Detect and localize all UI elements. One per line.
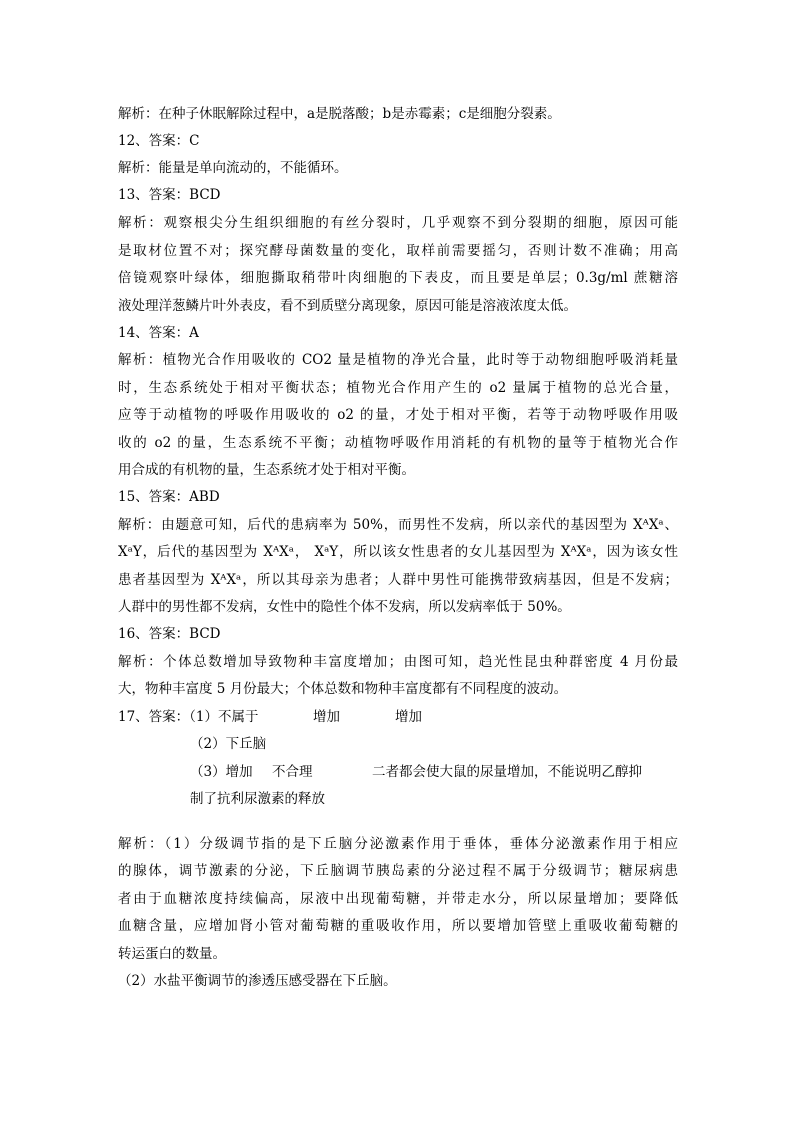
text-line: 倍镜观察叶绿体，细胞撕取稍带叶肉细胞的下表皮，而且要是单层；0.3g/ml 蔗糖溶 <box>118 270 678 286</box>
answer-line-16: 16、答案：BCD <box>118 626 221 642</box>
text-line: 血糖含量，应增加肾小管对葡萄糖的重吸收作用，所以要增加管壁上重吸收葡萄糖的 <box>118 918 678 934</box>
text-line: 解析：由题意可知，后代的患病率为 50%，而男性不发病，所以亲代的基因型为 XᴬXᵃ、 <box>118 517 678 533</box>
answer-17-3a: （3）增加 <box>190 764 253 780</box>
text-line: 患者基因型为 XᴬXᵃ，所以其母亲为患者；人群中男性可能携带致病基因，但是不发病； <box>118 572 678 588</box>
answer-17-3b: 不合理 <box>272 764 313 780</box>
text-line: 人群中的男性都不发病，女性中的隐性个体不发病，所以发病率低于 50%。 <box>118 599 571 615</box>
answer-17-2 <box>190 734 750 754</box>
answer-17-1c: 增加 <box>395 709 422 725</box>
text-line: 时，生态系统处于相对平衡状态；植物光合作用产生的 o2 量属于植物的总光合量， <box>118 380 678 396</box>
text-line: 解析：观察根尖分生组织细胞的有丝分裂时，几乎观察不到分裂期的细胞，原因可能 <box>118 215 678 231</box>
text-line: （2）水盐平衡调节的渗透压感受器在下丘脑。 <box>118 973 397 989</box>
answer-line-15: 15、答案：ABD <box>118 489 220 505</box>
answer-17-3 <box>190 762 680 782</box>
text-line: 解析：植物光合作用吸收的 CO2 量是植物的净光合量，此时等于动物细胞呼吸消耗量 <box>118 352 678 368</box>
text-line: 解析：在种子休眠解除过程中，a是脱落酸；b是赤霉素；c是细胞分裂素。 <box>118 106 561 122</box>
text-line: 转运蛋白的数量。 <box>118 946 226 962</box>
text-line: 应等于动植物的呼吸作用吸收的 o2 的量，才处于相对平衡，若等于动物呼吸作用吸 <box>118 407 678 423</box>
text-line: 解析：（1）分级调节指的是下丘脑分泌激素作用于垂体，垂体分泌激素作用于相应 <box>118 836 678 852</box>
text-line: 收的 o2 的量，生态系统不平衡；动植物呼吸作用消耗的有机物的量等于植物光合作 <box>118 435 678 451</box>
text-line: 者由于血糖浓度持续偏高，尿液中出现葡萄糖，并带走水分，所以尿量增加；要降低 <box>118 891 678 907</box>
text-line: 大，物种丰富度 5 月份最大；个体总数和物种丰富度都有不同程度的波动。 <box>118 681 568 697</box>
text-line: XᵃY，后代的基因型为 XᴬXᵃ， XᵃY，所以该女性患者的女儿基因型为 XᴬXᵃ，因为该女性 <box>118 544 678 560</box>
answer-line-12: 12、答案：C <box>118 133 200 149</box>
answer-17-3d: 制了抗利尿激素的释放 <box>190 791 325 807</box>
answer-17-2-text: （2）下丘脑 <box>190 736 267 752</box>
answer-line-17 <box>118 707 678 727</box>
answer-line-14: 14、答案：A <box>118 325 199 341</box>
text-line: 解析：能量是单向流动的，不能循环。 <box>118 160 348 176</box>
text-line: 液处理洋葱鳞片叶外表皮，看不到质壁分离现象，原因可能是溶液浓度太低。 <box>118 298 577 314</box>
answer-17-head: 17、答案：（1）不属于 <box>118 709 259 725</box>
answer-17-1b: 增加 <box>313 709 340 725</box>
text-line: 用合成的有机物的量，生态系统才处于相对平衡。 <box>118 462 415 478</box>
answer-17-3c: 二者都会使大鼠的尿量增加，不能说明乙醇抑 <box>372 764 642 780</box>
text-line: 的腺体，调节激素的分泌，下丘脑调节胰岛素的分泌过程不属于分级调节；糖尿病患 <box>118 863 678 879</box>
text-line: 是取材位置不对；探究酵母菌数量的变化，取样前需要摇匀，否则计数不准确；用高 <box>118 243 678 259</box>
answer-line-13: 13、答案：BCD <box>118 187 221 203</box>
text-line: 解析：个体总数增加导致物种丰富度增加；由图可知，趋光性昆虫种群密度 4 月份最 <box>118 654 678 670</box>
